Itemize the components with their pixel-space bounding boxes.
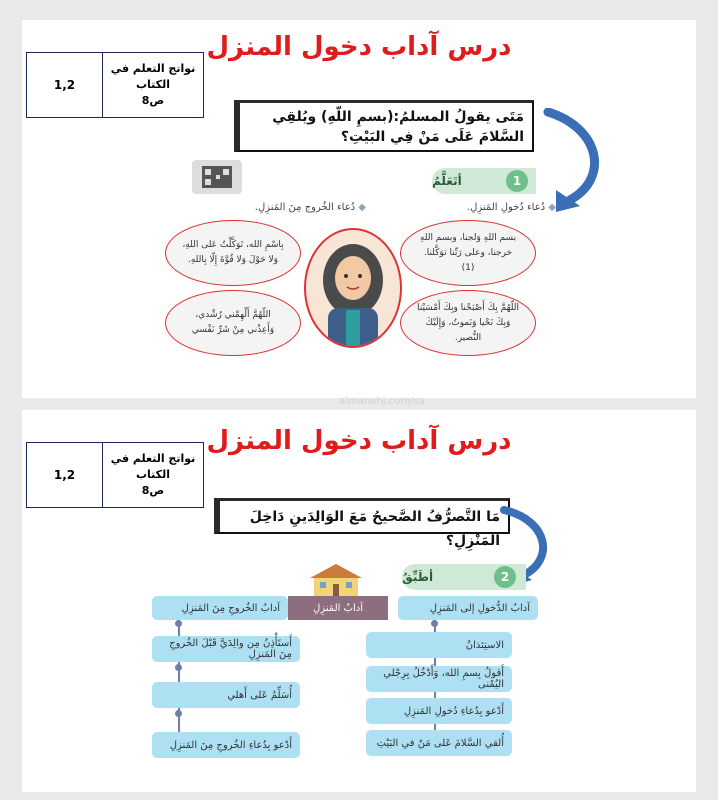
center-tag: آدابُ المَنزِلِ bbox=[288, 596, 388, 620]
outcome-label-line1: نواتج التعلم في الكتاب bbox=[110, 62, 196, 91]
dua-oval-exit: بِاسْمِ الله، تَوَكَّلْتُ عَلى اللهِ، وَلا حَوْلَ وَلا قُوَّةَ إِلّا بِاللهِ. bbox=[165, 220, 301, 286]
connector-dot bbox=[175, 664, 182, 671]
connector-dot bbox=[431, 620, 438, 627]
bullet-icon: ◆ bbox=[355, 202, 366, 213]
bullet-icon: ◆ bbox=[545, 202, 556, 213]
dua-oval-guidance: اللّهُمَّ أَلْهِمْني رُشْدي، وَأَعِذْني مِنْ شَرِّ نَفْسي bbox=[165, 290, 301, 356]
question-box: مَتَى يقولُ المسلمُ:(بسمِ اللّهِ) ويُلقِي السَّلامَ عَلَى مَنْ فِي البَيْتِ؟ bbox=[234, 100, 534, 152]
outcome-label bbox=[103, 53, 203, 117]
pill-number: 1 bbox=[506, 170, 528, 192]
learning-outcomes-table bbox=[26, 52, 204, 118]
connector-dot bbox=[175, 620, 182, 627]
dua-oval-entry: بسم اللهِ وَلجنا، وبسم اللهِ خرجنا، وعلى رَبِّنا توَكَّلنا. (1) bbox=[400, 220, 536, 286]
exit-item: أَستَأْذِنُ مِن والِدَيَّ قَبْلَ الخُروجِ مِنَ المَنزِلِ bbox=[152, 636, 300, 662]
left-header-box: آدابُ الخُروجِ مِنَ المَنزِلِ bbox=[152, 596, 288, 620]
exit-item: أُسَلِّمُ عَلى أَهلي bbox=[152, 682, 300, 708]
slide-title: درس آداب دخول المنزل bbox=[206, 426, 512, 456]
entry-item: الاستِئذانُ bbox=[366, 632, 512, 658]
outcome-label bbox=[103, 443, 203, 507]
exit-item: أَدْعو بِدُعاءِ الخُروجِ مِنَ المَنزِلِ bbox=[152, 732, 300, 758]
outcome-value: 1,2 bbox=[27, 53, 103, 117]
learning-outcomes-table bbox=[26, 442, 204, 508]
outcome-label-line2: ص8 bbox=[141, 94, 165, 107]
sub-heading-entry bbox=[467, 202, 556, 213]
entry-item: أَقولُ بِسمِ الله، وَأَدْخُلُ بِرِجْلي اليُمْنى bbox=[366, 666, 512, 692]
sub-heading-exit bbox=[255, 202, 366, 213]
girl-illustration bbox=[304, 228, 402, 348]
entry-item: أَدْعو بِدُعاءِ دُخولِ المَنزِلِ bbox=[366, 698, 512, 724]
right-header-box: آدابُ الدُّخولِ إلى المَنزِلِ bbox=[398, 596, 538, 620]
slide-1 bbox=[22, 20, 696, 407]
pill-label: أتَعَلَّمُ bbox=[432, 174, 462, 188]
connector-dot bbox=[175, 710, 182, 717]
qr-code-icon[interactable] bbox=[192, 160, 242, 194]
sub-heading-entry-text: دُعاء دُخولِ المَنزِلِ. bbox=[466, 202, 546, 213]
question-box: مَا التَّصرُّفُ الصَّحيحُ مَعَ الوَالِدَينِ دَاخِلَ المَنْزِلِ؟ bbox=[214, 498, 510, 534]
dua-oval-morning: اللّهُمَّ بِكَ أَصْبَحْنا وبِكَ أَمْسَيْنا وَبِكَ نَحْيا وَنَموتُ، وَإِلَيْكَ النُّصير. bbox=[400, 290, 536, 356]
outcome-label-line2: ص8 bbox=[141, 484, 165, 497]
house-icon bbox=[306, 562, 366, 598]
watermark bbox=[322, 396, 442, 407]
watermark-line1: almanahj.com/sa bbox=[339, 396, 425, 407]
entry-item: أُلقي السَّلامَ عَلى مَنْ في البَيْتِ bbox=[366, 730, 512, 756]
pill-label: أطَبِّقُ bbox=[402, 570, 434, 584]
slide-2 bbox=[22, 410, 696, 792]
outcome-value: 1,2 bbox=[27, 443, 103, 507]
slide-title: درس آداب دخول المنزل bbox=[206, 32, 512, 62]
outcome-label-line1: نواتج التعلم في الكتاب bbox=[110, 452, 196, 481]
sub-heading-exit-text: دُعاء الخُروج مِنَ المَنزِلِ. bbox=[254, 202, 356, 213]
pill-number: 2 bbox=[494, 566, 516, 588]
